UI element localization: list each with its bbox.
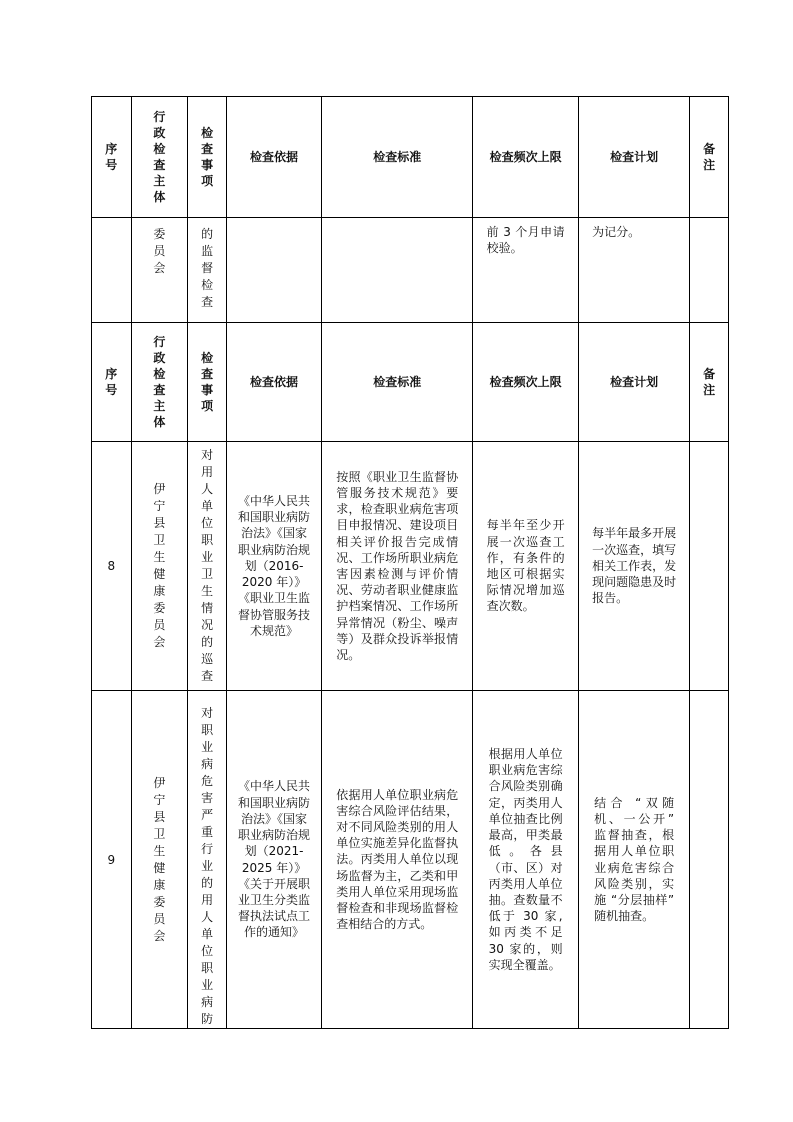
inspection-table: [91, 96, 729, 1029]
cell-seq: 8: [92, 442, 132, 691]
header-basis: 检查依据: [226, 323, 321, 442]
cell-note: [690, 691, 729, 1029]
header-item: 检查事项: [188, 97, 227, 218]
cell-frequency: 根据用人单位职业病危害综合风险类别确定，丙类用人单位抽查比例最高，甲类最低。各县（市、区）对丙类用人单位抽。查数量不低于 30 家,如丙类不足 30 家的，则实现全覆盖。: [473, 691, 578, 1029]
header-basis: 检查依据: [226, 97, 321, 218]
header-note: 备注: [690, 323, 729, 442]
header-frequency: 检查频次上限: [473, 97, 578, 218]
cell-subject: 伊宁县卫生健康委员会: [131, 691, 188, 1029]
cell-note: [690, 442, 729, 691]
table-header-row: [92, 97, 729, 218]
header-seq: 序号: [92, 97, 132, 218]
header-plan: 检查计划: [578, 97, 690, 218]
cell-plan: 为记分。: [578, 218, 690, 323]
header-seq: 序号: [92, 323, 132, 442]
cell-item: 的监督检查: [188, 218, 227, 323]
cell-frequency: 前 3 个月申请校验。: [473, 218, 578, 323]
cell-frequency: 每半年至少开展一次巡查工作，有条件的地区可根据实际情况增加巡查次数。: [473, 442, 578, 691]
header-subject: 行政检查主体: [131, 323, 188, 442]
cell-subject: 委员会: [131, 218, 188, 323]
cell-subject: 伊宁县卫生健康委员会: [131, 442, 188, 691]
cell-basis: 《中华人民共和国职业病防治法》《国家职业病防治规划（2016-2020 年）》《职业卫生监督协管服务技术规范》: [226, 442, 321, 691]
cell-standard: 按照《职业卫生监督协管服务技术规范》要求，检查职业病危害项目申报情况、建设项目相关评价报告完成情况、工作场所职业病危害因素检测与评价情况、劳动者职业健康监护档案情况、工作场所异常情况（粉尘、噪声等）及群众投诉举报情况。: [322, 442, 473, 691]
table-row: [92, 691, 729, 1029]
table-row: [92, 442, 729, 691]
header-standard: 检查标准: [322, 97, 473, 218]
header-item: 检查事项: [188, 323, 227, 442]
table-row-continued: [92, 218, 729, 323]
header-frequency: 检查频次上限: [473, 323, 578, 442]
cell-item: 对用人单位职业卫生情况的巡查: [188, 442, 227, 691]
header-standard: 检查标准: [322, 323, 473, 442]
cell-standard: 依据用人单位职业病危害综合风险评估结果，对不同风险类别的用人单位实施差异化监督执法。丙类用人单位以现场监督为主，乙类和甲类用人单位采用现场监督检查和非现场监督检查相结合的方式。: [322, 691, 473, 1029]
cell-plan: 结合 “双随机、一公开” 监督抽查，根据用人单位职业病危害综合风险类别，实施 “分层抽样” 随机抽查。: [578, 691, 690, 1029]
cell-item: 对职业病危害严重行业的用人单位职业病防: [188, 691, 227, 1029]
header-plan: 检查计划: [578, 323, 690, 442]
cell-basis: 《中华人民共和国职业病防治法》《国家职业病防治规划（2021-2025 年）》《关于开展职业卫生分类监督执法试点工作的通知》: [226, 691, 321, 1029]
cell-plan: 每半年最多开展一次巡查，填写相关工作表，发现问题隐患及时报告。: [578, 442, 690, 691]
header-note: 备注: [690, 97, 729, 218]
header-subject: 行政检查主体: [131, 97, 188, 218]
cell-seq: 9: [92, 691, 132, 1029]
table-header-row: [92, 323, 729, 442]
